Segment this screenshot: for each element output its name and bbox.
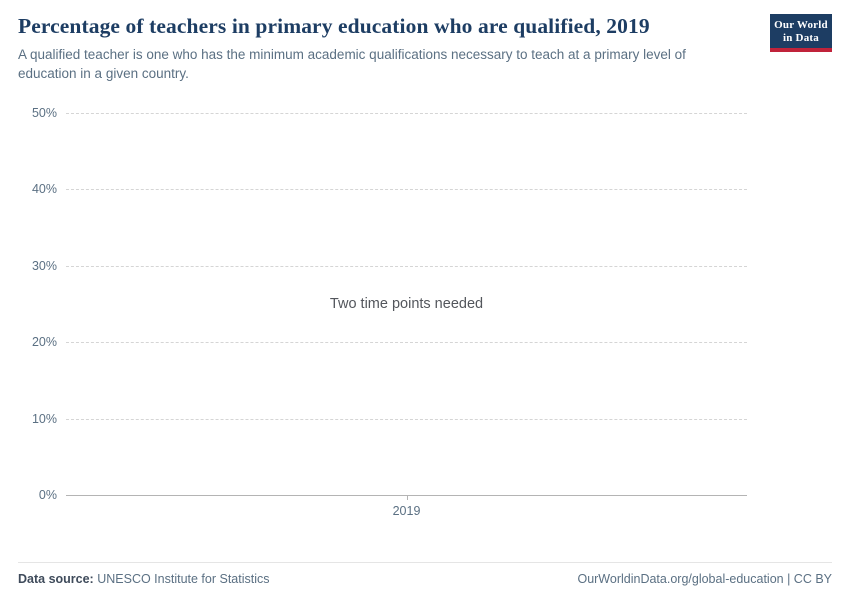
y-axis-tick-label: 30% (31, 258, 57, 273)
x-axis-tick-label: 2019 (392, 504, 421, 519)
chart-subtitle: A qualified teacher is one who has the minimum academic qualifications necessary to teach at a primary level of education in a given country. (18, 46, 686, 81)
chart-footer (18, 562, 832, 586)
logo-line-1: Our World (774, 19, 828, 31)
gridline (66, 419, 747, 420)
gridline (66, 189, 747, 190)
plot-wrapper (18, 105, 832, 560)
plot-area[interactable] (31, 106, 747, 519)
owid-logo[interactable] (770, 14, 832, 52)
y-axis-tick-label: 40% (31, 182, 57, 197)
x-axis-tick-mark (407, 495, 408, 500)
gridline (66, 113, 747, 114)
data-source-label: Data source: (18, 572, 94, 586)
gridline (66, 266, 747, 267)
gridline (66, 342, 747, 343)
y-axis-tick-label: 20% (31, 335, 57, 350)
data-source-value: UNESCO Institute for Statistics (97, 572, 270, 586)
logo-line-2: in Data (783, 31, 819, 44)
attribution-link[interactable]: OurWorldinData.org/global-education | CC BY (577, 572, 832, 586)
chart-header (18, 14, 832, 83)
y-axis-tick-label: 10% (31, 411, 57, 426)
chart-empty-message: Two time points needed (329, 296, 484, 313)
y-axis-tick-label: 0% (38, 488, 57, 503)
page-title: Percentage of teachers in primary education who are qualified, 2019 (18, 14, 650, 38)
y-axis-tick-label: 50% (31, 106, 57, 121)
data-source (18, 572, 270, 586)
